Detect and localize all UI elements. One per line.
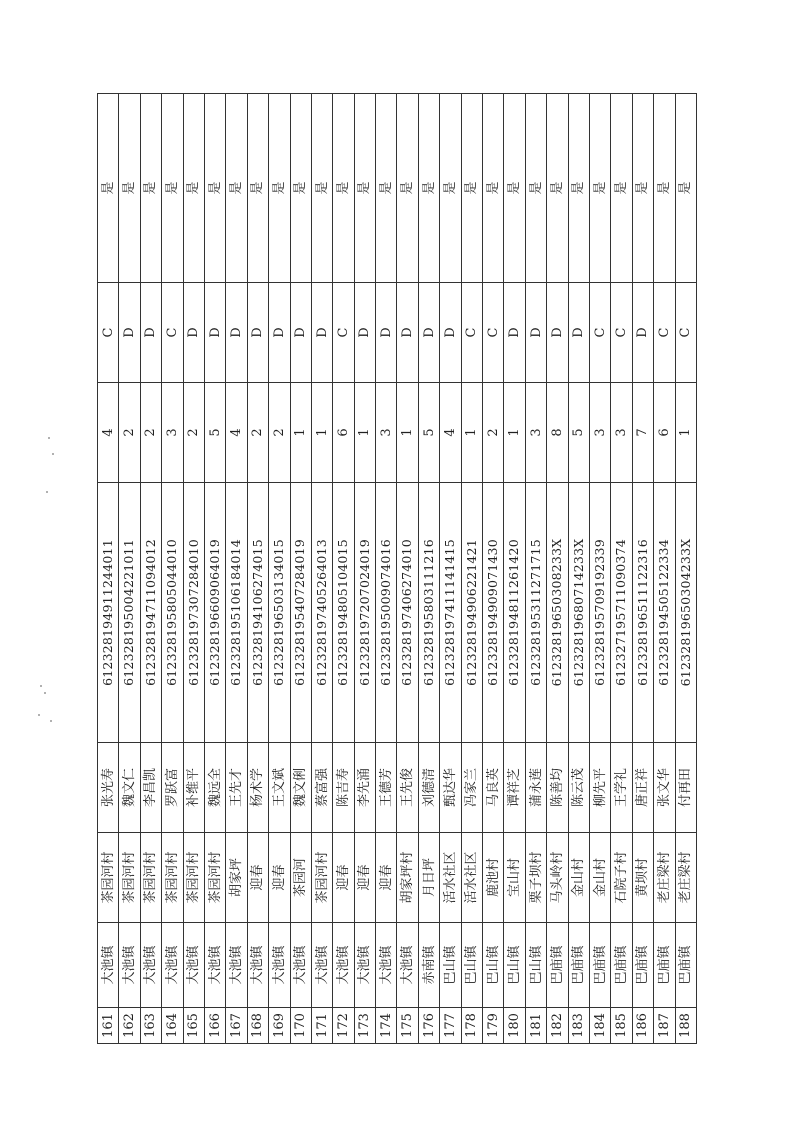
grade-cell: D	[504, 283, 525, 383]
id-number-cell: 612328195803111216	[418, 483, 439, 743]
row-number: 187	[654, 1008, 675, 1044]
village-cell: 老庄梁村	[675, 833, 696, 923]
name-cell: 冯家兰	[461, 743, 482, 833]
flag-cell: 是	[632, 94, 653, 283]
town-cell: 大池镇	[226, 923, 247, 1008]
count-cell: 6	[333, 383, 354, 483]
village-cell: 鹿池村	[483, 833, 504, 923]
id-number-cell: 612328197207024019	[354, 483, 375, 743]
village-cell: 老庄梁村	[654, 833, 675, 923]
town-cell: 巴山镇	[461, 923, 482, 1008]
id-number-cell: 612328195004221011	[119, 483, 140, 743]
id-number-cell: 612327195711090374	[611, 483, 632, 743]
scan-speck	[38, 714, 40, 716]
town-cell: 大池镇	[397, 923, 418, 1008]
table-row	[162, 94, 183, 1044]
table-row	[376, 94, 397, 1044]
grade-cell: C	[162, 283, 183, 383]
name-cell: 王先才	[226, 743, 247, 833]
name-cell: 付再田	[675, 743, 696, 833]
row-number: 174	[376, 1008, 397, 1044]
town-cell: 巴庙镇	[611, 923, 632, 1008]
flag-cell: 是	[654, 94, 675, 283]
count-cell: 5	[204, 383, 225, 483]
row-number: 180	[504, 1008, 525, 1044]
scan-speck	[40, 685, 42, 687]
scan-speck	[44, 692, 46, 694]
grade-cell: D	[354, 283, 375, 383]
count-cell: 3	[611, 383, 632, 483]
name-cell: 谭祥芝	[504, 743, 525, 833]
village-cell: 宝山村	[504, 833, 525, 923]
village-cell: 活水社区	[461, 833, 482, 923]
id-number-cell: 612328194911244011	[98, 483, 119, 743]
grade-cell: D	[269, 283, 290, 383]
name-cell: 王德芳	[376, 743, 397, 833]
flag-cell: 是	[140, 94, 161, 283]
table-row	[226, 94, 247, 1044]
grade-cell: D	[290, 283, 311, 383]
town-cell: 大池镇	[333, 923, 354, 1008]
flag-cell: 是	[547, 94, 568, 283]
id-number-cell: 612328195009074016	[376, 483, 397, 743]
row-number: 186	[632, 1008, 653, 1044]
id-number-cell: 612328196503134015	[269, 483, 290, 743]
town-cell: 大池镇	[269, 923, 290, 1008]
flag-cell: 是	[183, 94, 204, 283]
count-cell: 2	[183, 383, 204, 483]
row-number: 166	[204, 1008, 225, 1044]
village-cell: 月日坪	[418, 833, 439, 923]
count-cell: 1	[397, 383, 418, 483]
row-number: 171	[311, 1008, 332, 1044]
name-cell: 甄达华	[440, 743, 461, 833]
table-row	[568, 94, 589, 1044]
table-body	[98, 94, 697, 1044]
count-cell: 7	[632, 383, 653, 483]
town-cell: 巴山镇	[525, 923, 546, 1008]
grade-cell: D	[183, 283, 204, 383]
count-cell: 3	[589, 383, 610, 483]
village-cell: 迎春	[269, 833, 290, 923]
town-cell: 大池镇	[204, 923, 225, 1008]
scan-speck	[50, 720, 52, 722]
name-cell: 马良英	[483, 743, 504, 833]
table-row	[247, 94, 268, 1044]
count-cell: 1	[311, 383, 332, 483]
grade-cell: D	[525, 283, 546, 383]
row-number: 176	[418, 1008, 439, 1044]
table-row	[461, 94, 482, 1044]
grade-cell: D	[247, 283, 268, 383]
village-cell: 茶园河村	[140, 833, 161, 923]
table-row	[675, 94, 696, 1044]
village-cell: 茶园河	[290, 833, 311, 923]
id-number-cell: 612328197406274010	[397, 483, 418, 743]
town-cell: 大池镇	[376, 923, 397, 1008]
grade-cell: D	[568, 283, 589, 383]
table-row	[418, 94, 439, 1044]
village-cell: 茶园河村	[204, 833, 225, 923]
name-cell: 刘德清	[418, 743, 439, 833]
town-cell: 巴庙镇	[654, 923, 675, 1008]
flag-cell: 是	[568, 94, 589, 283]
flag-cell: 是	[611, 94, 632, 283]
flag-cell: 是	[376, 94, 397, 283]
name-cell: 李先涌	[354, 743, 375, 833]
village-cell: 石院子村	[611, 833, 632, 923]
row-number: 181	[525, 1008, 546, 1044]
count-cell: 2	[140, 383, 161, 483]
table-row	[525, 94, 546, 1044]
grade-cell: C	[461, 283, 482, 383]
id-number-cell: 612328196609064019	[204, 483, 225, 743]
name-cell: 补维平	[183, 743, 204, 833]
table-row	[98, 94, 119, 1044]
name-cell: 王文斌	[269, 743, 290, 833]
village-cell: 茶园河村	[98, 833, 119, 923]
table-row	[354, 94, 375, 1044]
id-number-cell: 612328194711094012	[140, 483, 161, 743]
id-number-cell: 612328194505122334	[654, 483, 675, 743]
town-cell: 大池镇	[140, 923, 161, 1008]
table-row	[589, 94, 610, 1044]
name-cell: 王学礼	[611, 743, 632, 833]
name-cell: 罗跃富	[162, 743, 183, 833]
village-cell: 迎春	[247, 833, 268, 923]
flag-cell: 是	[525, 94, 546, 283]
village-cell: 马头岭村	[547, 833, 568, 923]
town-cell: 大池镇	[311, 923, 332, 1008]
village-cell: 迎春	[376, 833, 397, 923]
flag-cell: 是	[98, 94, 119, 283]
count-cell: 3	[162, 383, 183, 483]
village-cell: 迎春	[333, 833, 354, 923]
row-number: 184	[589, 1008, 610, 1044]
table-row	[290, 94, 311, 1044]
name-cell: 李昌凯	[140, 743, 161, 833]
village-cell: 茶园河村	[119, 833, 140, 923]
count-cell: 3	[525, 383, 546, 483]
name-cell: 王先俊	[397, 743, 418, 833]
flag-cell: 是	[461, 94, 482, 283]
count-cell: 2	[119, 383, 140, 483]
town-cell: 大池镇	[162, 923, 183, 1008]
flag-cell: 是	[311, 94, 332, 283]
row-number: 164	[162, 1008, 183, 1044]
flag-cell: 是	[162, 94, 183, 283]
name-cell: 张文华	[654, 743, 675, 833]
table-row	[632, 94, 653, 1044]
table-row	[547, 94, 568, 1044]
flag-cell: 是	[290, 94, 311, 283]
table-row	[504, 94, 525, 1044]
row-number: 188	[675, 1008, 696, 1044]
name-cell: 张光寿	[98, 743, 119, 833]
grade-cell: C	[483, 283, 504, 383]
name-cell: 唐正祥	[632, 743, 653, 833]
name-cell: 魏文俐	[290, 743, 311, 833]
grade-cell: D	[204, 283, 225, 383]
grade-cell: D	[119, 283, 140, 383]
village-cell: 栗子坝村	[525, 833, 546, 923]
id-number-cell: 612328197307284010	[183, 483, 204, 743]
name-cell: 魏文仁	[119, 743, 140, 833]
village-cell: 胡家坪	[226, 833, 247, 923]
scan-speck	[52, 453, 54, 455]
row-number: 170	[290, 1008, 311, 1044]
village-cell: 活水社区	[440, 833, 461, 923]
grade-cell: C	[654, 283, 675, 383]
flag-cell: 是	[226, 94, 247, 283]
row-number: 185	[611, 1008, 632, 1044]
town-cell: 巴庙镇	[589, 923, 610, 1008]
town-cell: 大池镇	[247, 923, 268, 1008]
town-cell: 大池镇	[98, 923, 119, 1008]
grade-cell: D	[226, 283, 247, 383]
grade-cell: C	[589, 283, 610, 383]
row-number: 165	[183, 1008, 204, 1044]
table-row	[440, 94, 461, 1044]
flag-cell: 是	[589, 94, 610, 283]
town-cell: 巴庙镇	[632, 923, 653, 1008]
town-cell: 巴山镇	[440, 923, 461, 1008]
name-cell: 陈善均	[547, 743, 568, 833]
flag-cell: 是	[269, 94, 290, 283]
town-cell: 巴山镇	[483, 923, 504, 1008]
town-cell: 大池镇	[183, 923, 204, 1008]
town-cell: 巴庙镇	[568, 923, 589, 1008]
row-number: 175	[397, 1008, 418, 1044]
row-number: 168	[247, 1008, 268, 1044]
id-number-cell: 61232819680714233X	[568, 483, 589, 743]
grade-cell: C	[333, 283, 354, 383]
id-number-cell: 612328197411141415	[440, 483, 461, 743]
count-cell: 2	[483, 383, 504, 483]
id-number-cell: 612328195106184014	[226, 483, 247, 743]
row-number: 169	[269, 1008, 290, 1044]
grade-cell: D	[140, 283, 161, 383]
name-cell: 陈吉寿	[333, 743, 354, 833]
name-cell: 柳先平	[589, 743, 610, 833]
row-number: 163	[140, 1008, 161, 1044]
row-number: 167	[226, 1008, 247, 1044]
town-cell: 赤南镇	[418, 923, 439, 1008]
count-cell: 1	[290, 383, 311, 483]
table-row	[204, 94, 225, 1044]
count-cell: 4	[226, 383, 247, 483]
table-row	[119, 94, 140, 1044]
count-cell: 2	[269, 383, 290, 483]
flag-cell: 是	[504, 94, 525, 283]
table-row	[183, 94, 204, 1044]
village-cell: 迎春	[354, 833, 375, 923]
id-number-cell: 612328195805044010	[162, 483, 183, 743]
name-cell: 蔡富强	[311, 743, 332, 833]
id-number-cell: 612328195407284019	[290, 483, 311, 743]
count-cell: 1	[461, 383, 482, 483]
row-number: 183	[568, 1008, 589, 1044]
id-number-cell: 612328194811261420	[504, 483, 525, 743]
village-cell: 茶园河村	[311, 833, 332, 923]
town-cell: 大池镇	[290, 923, 311, 1008]
village-cell: 金山村	[589, 833, 610, 923]
data-table	[97, 93, 697, 1044]
grade-cell: C	[611, 283, 632, 383]
flag-cell: 是	[247, 94, 268, 283]
count-cell: 4	[440, 383, 461, 483]
id-number-cell: 61232819650304233X	[675, 483, 696, 743]
row-number: 177	[440, 1008, 461, 1044]
id-number-cell: 612328197405264013	[311, 483, 332, 743]
id-number-cell: 612328194805104015	[333, 483, 354, 743]
town-cell: 巴庙镇	[547, 923, 568, 1008]
grade-cell: D	[376, 283, 397, 383]
flag-cell: 是	[418, 94, 439, 283]
name-cell: 杨术学	[247, 743, 268, 833]
count-cell: 6	[654, 383, 675, 483]
id-number-cell: 612328196511122316	[632, 483, 653, 743]
id-number-cell: 612328194106274015	[247, 483, 268, 743]
row-number: 178	[461, 1008, 482, 1044]
id-number-cell: 612328194906221421	[461, 483, 482, 743]
flag-cell: 是	[204, 94, 225, 283]
village-cell: 金山村	[568, 833, 589, 923]
grade-cell: C	[675, 283, 696, 383]
name-cell: 蒲永莲	[525, 743, 546, 833]
scan-speck	[48, 437, 50, 439]
village-cell: 胡家坪村	[397, 833, 418, 923]
table-row	[333, 94, 354, 1044]
town-cell: 巴山镇	[504, 923, 525, 1008]
flag-cell: 是	[119, 94, 140, 283]
village-cell: 茶园河村	[183, 833, 204, 923]
row-number: 162	[119, 1008, 140, 1044]
count-cell: 1	[354, 383, 375, 483]
flag-cell: 是	[483, 94, 504, 283]
count-cell: 2	[247, 383, 268, 483]
row-number: 173	[354, 1008, 375, 1044]
village-cell: 茶园河村	[162, 833, 183, 923]
town-cell: 大池镇	[354, 923, 375, 1008]
row-number: 161	[98, 1008, 119, 1044]
scan-speck	[46, 491, 48, 493]
rotated-table-container	[97, 94, 697, 1044]
grade-cell: D	[547, 283, 568, 383]
table-row	[654, 94, 675, 1044]
name-cell: 陈云茂	[568, 743, 589, 833]
count-cell: 5	[418, 383, 439, 483]
table-row	[140, 94, 161, 1044]
town-cell: 大池镇	[119, 923, 140, 1008]
count-cell: 5	[568, 383, 589, 483]
flag-cell: 是	[397, 94, 418, 283]
grade-cell: D	[440, 283, 461, 383]
table-row	[269, 94, 290, 1044]
row-number: 182	[547, 1008, 568, 1044]
flag-cell: 是	[354, 94, 375, 283]
row-number: 172	[333, 1008, 354, 1044]
id-number-cell: 612328195709192339	[589, 483, 610, 743]
grade-cell: D	[632, 283, 653, 383]
flag-cell: 是	[675, 94, 696, 283]
table-row	[311, 94, 332, 1044]
flag-cell: 是	[333, 94, 354, 283]
village-cell: 黄坝村	[632, 833, 653, 923]
count-cell: 1	[504, 383, 525, 483]
grade-cell: D	[311, 283, 332, 383]
id-number-cell: 612328194909071430	[483, 483, 504, 743]
row-number: 179	[483, 1008, 504, 1044]
grade-cell: D	[397, 283, 418, 383]
town-cell: 巴庙镇	[675, 923, 696, 1008]
count-cell: 4	[98, 383, 119, 483]
name-cell: 魏远全	[204, 743, 225, 833]
table-row	[611, 94, 632, 1044]
id-number-cell: 61232819650308233X	[547, 483, 568, 743]
grade-cell: D	[418, 283, 439, 383]
count-cell: 8	[547, 383, 568, 483]
id-number-cell: 612328195311271715	[525, 483, 546, 743]
table-row	[397, 94, 418, 1044]
table-row	[483, 94, 504, 1044]
count-cell: 3	[376, 383, 397, 483]
flag-cell: 是	[440, 94, 461, 283]
grade-cell: C	[98, 283, 119, 383]
count-cell: 1	[675, 383, 696, 483]
